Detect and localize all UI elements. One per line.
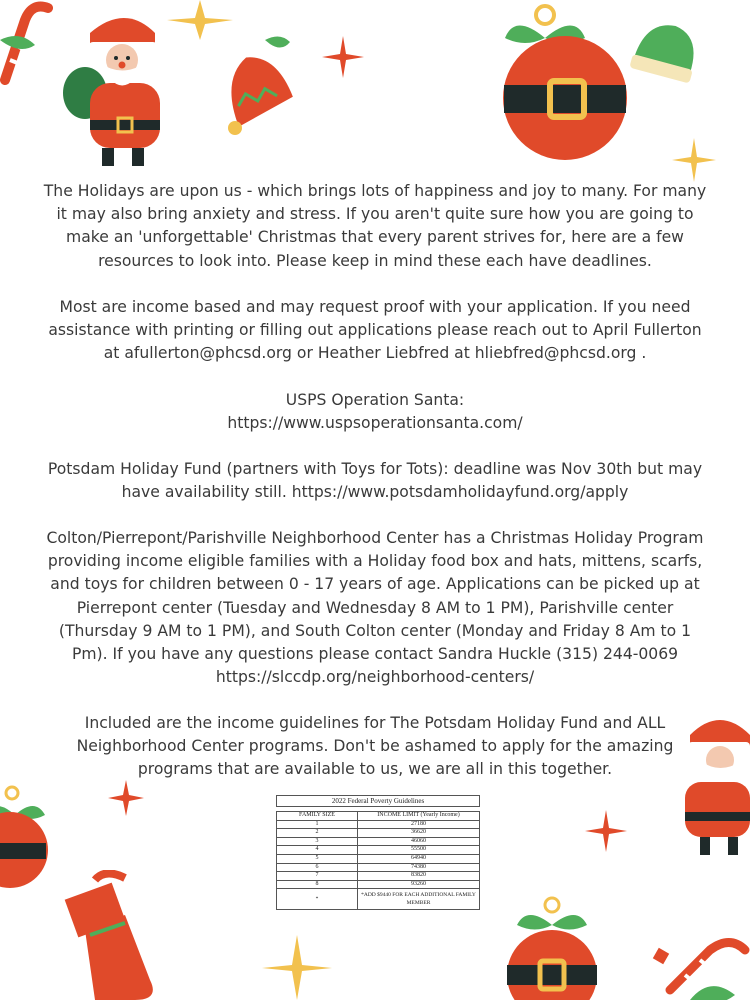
family-size-cell: 3: [277, 837, 358, 846]
poverty-guidelines-table: [276, 795, 480, 910]
table-note-row: [277, 889, 480, 910]
income-limit-cell: 64940: [358, 854, 480, 863]
table-row: [277, 880, 480, 889]
table-row: [277, 837, 480, 846]
column-header: INCOME LIMIT (Yearly Income): [358, 812, 480, 821]
income-limit-cell: 46060: [358, 837, 480, 846]
family-size-cell: 2: [277, 829, 358, 838]
income-limit-cell: 93260: [358, 880, 480, 889]
candy-cane-icon: [0, 0, 60, 90]
family-size-cell: 5: [277, 854, 358, 863]
ornament-ball-icon: [0, 785, 50, 895]
closing-paragraph: Included are the income guidelines for The Potsdam Holiday Fund and ALL Neighborhood Center programs. Don't be ashamed to apply for the amazing programs that are available to us, we are all in this together.: [76, 714, 674, 779]
income-limit-cell: 27180: [358, 820, 480, 829]
table-row: [277, 854, 480, 863]
santa-claus-icon: [60, 8, 180, 173]
income-table: [276, 811, 480, 910]
table-row: [277, 820, 480, 829]
potsdam-holiday-fund: Potsdam Holiday Fund (partners with Toys for Tots): deadline was Nov 30th but may have availability still. https://www.potsdamholidayfund.org/apply: [47, 460, 703, 502]
family-size-cell: 6: [277, 863, 358, 872]
table-row: [277, 846, 480, 855]
neighborhood-center-program: Colton/Pierrepont/Parishville Neighborhood Center has a Christmas Holiday Program providing income eligible families with a Holiday food box and hats, mittens, scarfs, and toys for children between 0 - 17 years of age. Applications can be picked up at Pierrepont center (Tuesday and Wednesday 8 AM to 1 PM), Parishville center (Thursday 9 AM to 1 PM), and South Colton center (Monday and Friday 8 Am to 1 Pm). If you have any questions please contact Sandra Huckle (315) 244-0069 https://slccdp.org/neighborhood-centers/: [46, 529, 704, 687]
gold-sparkle-icon: [262, 935, 332, 1000]
candy-cane-icon: [650, 920, 750, 1000]
table-row: [277, 872, 480, 881]
additional-member-note: *ADD $9440 FOR EACH ADDITIONAL FAMILY MEMBER: [358, 889, 480, 910]
winter-hat-icon: [628, 18, 700, 84]
income-limit-cell: 55500: [358, 846, 480, 855]
table-row: [277, 829, 480, 838]
income-limit-cell: 74380: [358, 863, 480, 872]
red-sparkle-icon: [585, 810, 627, 852]
income-limit-cell: 83820: [358, 872, 480, 881]
family-size-cell: 8: [277, 880, 358, 889]
christmas-bell-icon: [205, 30, 300, 140]
assistance-paragraph: Most are income based and may request proof with your application. If you need assistance with printing or filling out applications please reach out to April Fullerton at afullerton@phcsd.org or Heather Liebfred at hliebfred@phcsd.org .: [48, 298, 702, 363]
red-sparkle-icon: [108, 780, 144, 816]
table-title: 2022 Federal Poverty Guidelines: [276, 795, 480, 807]
christmas-stocking-icon: [55, 870, 190, 1000]
column-header: FAMILY SIZE: [277, 812, 358, 821]
ornament-ball-icon: [500, 895, 605, 1000]
family-size-cell: 7: [277, 872, 358, 881]
ornament-ball-icon: [490, 3, 640, 163]
resource-title: USPS Operation Santa:: [285, 391, 465, 409]
note-marker: *: [277, 889, 358, 910]
table-header-row: [277, 812, 480, 821]
intro-paragraph: The Holidays are upon us - which brings lots of happiness and joy to many. For many it may also bring anxiety and stress. If you aren't quite sure how you are going to make an 'unforgettable' Christmas that every parent strives for, here are a few resources to look into. Please keep in mind these each have deadlines.: [43, 182, 707, 270]
family-size-cell: 4: [277, 846, 358, 855]
gold-sparkle-icon: [672, 138, 716, 182]
table-row: [277, 863, 480, 872]
usps-operation-santa: [40, 389, 710, 435]
income-limit-cell: 36620: [358, 829, 480, 838]
resource-link[interactable]: https://www.uspsoperationsanta.com/: [227, 414, 523, 433]
red-sparkle-icon: [322, 36, 364, 78]
family-size-cell: 1: [277, 820, 358, 829]
